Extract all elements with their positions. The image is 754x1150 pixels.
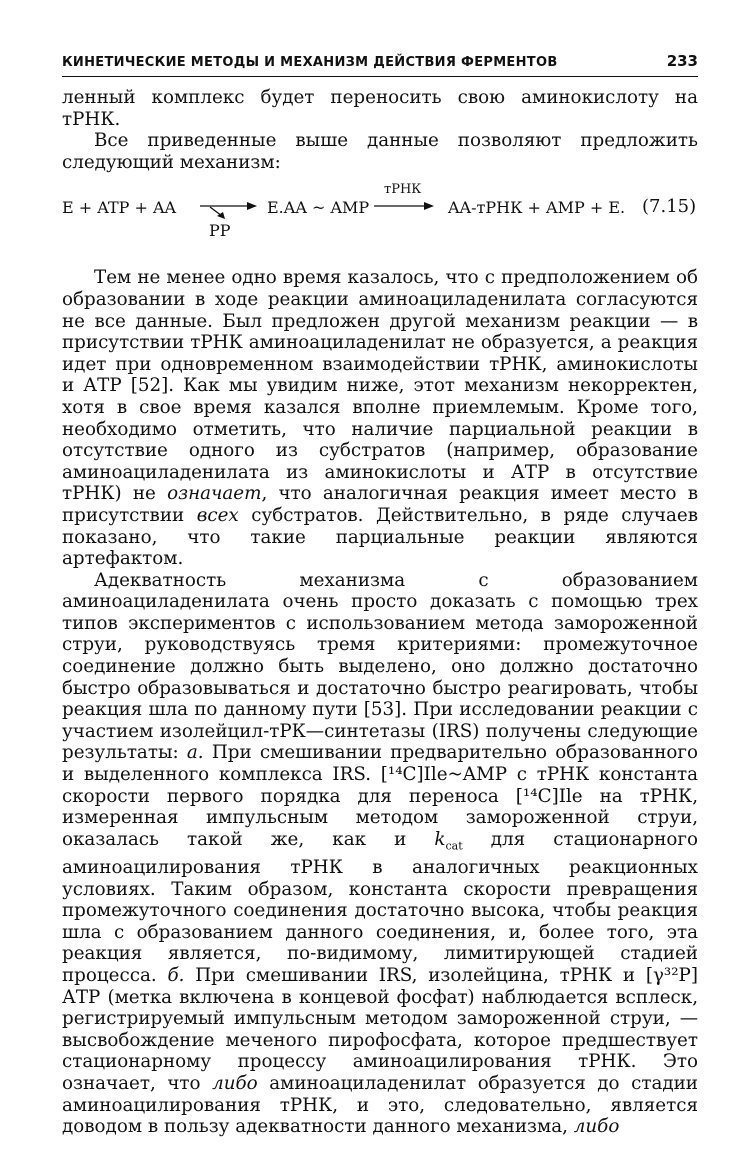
running-header — [62, 52, 698, 77]
page-body — [62, 87, 698, 1138]
book-page — [62, 52, 698, 1138]
running-title: КИНЕТИЧЕСКИЕ МЕТОДЫ И МЕХАНИЗМ ДЕЙСТВИЯ ФЕРМЕНТОВ — [62, 55, 558, 70]
paragraph-continuation: ленный комплекс будет переносить свою аминокислоту на тРНК. — [62, 87, 698, 130]
equation-arrow-label: тРНК — [384, 182, 422, 198]
equation-intermediate: E.AA ~ AMP — [267, 198, 370, 218]
arrow-2-head — [424, 202, 434, 210]
equation-7-15 — [62, 182, 698, 241]
paragraph-intro-mechanism: Все приведенные выше данные позволяют предложить следующий механизм: — [62, 130, 698, 173]
paragraph-alternative-mechanism: Тем не менее одно время казалось, что с предположением об образовании в ходе реакции аминоациладенилата согласуются не все данные. Был предложен другой механизм реакции — в присутствии тРНК аминоациладенилат не образуется, а реакция идет при одновременном взаимодействии тРНК, аминокислоты и АТР [52]. Как мы увидим ниже, этот механизм некорректен, хотя в свое время казался вполне приемлемым. Кроме того, необходимо отметить, что наличие парциальной реакции в отсутствие одного из субстратов (например, образование аминоациладенилата из аминокислоты и АТР в отсутствие тРНК) не означает, что аналогичная реакция имеет место в присутствии всех субстратов. Действительно, в ряде случаев показано, что такие парциальные реакции являются артефактом. — [62, 267, 699, 570]
arrow-1-head — [247, 202, 257, 210]
equation-byproduct: PP — [209, 221, 231, 241]
equation-number: (7.15) — [642, 196, 697, 218]
equation-reactants: E + ATP + AA — [62, 198, 177, 218]
page-number: 233 — [666, 52, 698, 70]
paragraph-adequacy: Адекватность механизма с образованием аминоациладенилата очень просто доказать с помощью трех типов экспериментов с использованием метода замороженной струи, руководствуясь тремя критериями: промежуточное соединение должно быть выделено, оно должно достаточно быстро образовываться и достаточно быстро реагировать, чтобы реакция шла по данному пути [53]. При исследовании реакции с участием изолейцил-тРК—синтетазы (IRS) получены следующие результаты: а. При смешивании предварительно образованного и выделенного комплекса IRS. [¹⁴C]Ile~AMP с тРНК константа скорости первого порядка для переноса [¹⁴C]Ile на тРНК, измеренная импульсным методом замороженной струи, оказалась такой же, как и $k_{cat}$ для стационарного аминоацилирования тРНК в аналогичных реакционных условиях. Таким образом, константа скорости превращения промежуточного соединения достаточно высока, чтобы реакция шла с образованием данного соединения, и, более того, эта реакция является, по-видимому, лимитирующей стадией процесса. б. При смешивании IRS, изолейцина, тРНК и [γ³²P] АТР (метка включена в концевой фосфат) наблюдается всплеск, регистрируемый импульсным методом замороженной струи, — высвобождение меченого пирофосфата, которое предшествует стационарному процессу аминоацилирования тРНК. Это означает, что либо аминоациладенилат образуется до стадии аминоацилирования тРНК, и это, следовательно, является доводом в пользу адекватности данного механизма, либо — [62, 569, 698, 1138]
equation-products: AA-тРНК + AMP + E. — [448, 198, 626, 218]
